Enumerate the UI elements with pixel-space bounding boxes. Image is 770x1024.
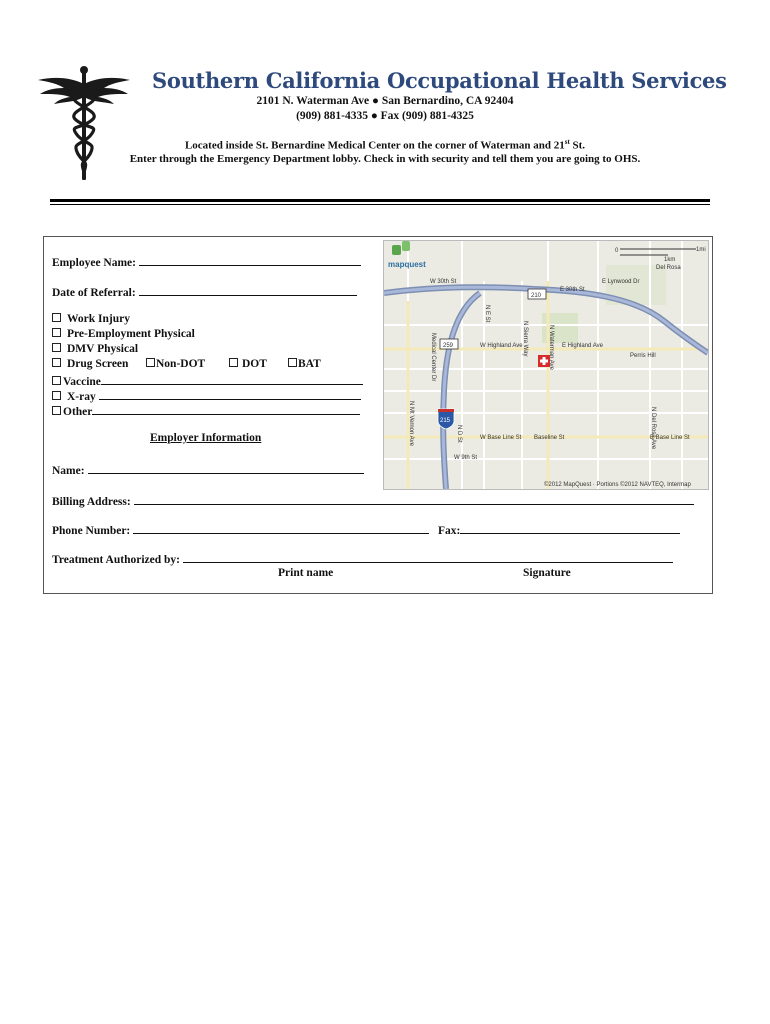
bat-checkbox[interactable] <box>288 358 297 367</box>
directions-line: Enter through the Emergency Department lobby. Check in with security and tell them you are going to OHS. <box>129 153 641 165</box>
svg-text:259: 259 <box>443 343 454 349</box>
fax-label: Fax: <box>438 525 461 537</box>
dot-checkbox[interactable] <box>229 358 238 367</box>
svg-text:N Mt Vernon Ave: N Mt Vernon Ave <box>408 401 414 446</box>
bat-label: BAT <box>298 358 321 370</box>
svg-text:210: 210 <box>531 293 542 299</box>
svg-text:W 30th St: W 30th St <box>430 279 457 285</box>
address-line: 2101 N. Waterman Ave ● San Bernardino, CA 92404 <box>256 95 514 107</box>
phone-number-label: Phone Number: <box>52 525 131 537</box>
svg-text:E Base Line St: E Base Line St <box>650 435 690 441</box>
svg-text:W 9th St: W 9th St <box>454 455 478 461</box>
svg-text:E Highland Ave: E Highland Ave <box>562 343 603 349</box>
other-checkbox[interactable] <box>52 406 61 415</box>
svg-text:W Base Line St: W Base Line St <box>480 435 522 441</box>
vaccine-option[interactable] <box>52 373 363 388</box>
treatment-authorized-field[interactable] <box>52 551 673 566</box>
svg-text:1km: 1km <box>664 257 676 263</box>
employer-name-line[interactable] <box>88 462 364 474</box>
map-arterials <box>384 281 708 489</box>
svg-text:E 30th St: E 30th St <box>560 287 585 293</box>
pre-employment-checkbox[interactable] <box>52 328 61 337</box>
svg-text:N Sierra Way: N Sierra Way <box>522 321 528 357</box>
work-injury-checkbox[interactable] <box>52 313 61 322</box>
employer-information-heading: Employer Information <box>150 432 262 444</box>
svg-text:N E St: N E St <box>484 305 490 323</box>
drug-screen-label: Drug Screen <box>67 358 129 370</box>
xray-checkbox[interactable] <box>52 391 61 400</box>
treatment-authorized-label: Treatment Authorized by: <box>52 554 180 566</box>
svg-text:Baseline St: Baseline St <box>534 435 565 441</box>
dot-option[interactable] <box>229 358 267 370</box>
header-divider <box>50 199 710 202</box>
dmv-checkbox[interactable] <box>52 343 61 352</box>
other-option[interactable] <box>52 403 360 418</box>
print-name-caption: Print name <box>278 567 334 579</box>
caduceus-logo-icon <box>34 64 134 184</box>
location-line: Located inside St. Bernardine Medical Center on the corner of Waterman and 21st St. <box>184 138 586 152</box>
map-scale-bar <box>615 247 706 263</box>
drug-screen-checkbox[interactable] <box>52 358 61 367</box>
phone-number-field[interactable] <box>52 522 429 537</box>
svg-text:Perris Hill: Perris Hill <box>630 353 656 359</box>
date-of-referral-label: Date of Referral: <box>52 287 136 299</box>
svg-text:0: 0 <box>615 248 619 254</box>
vaccine-checkbox[interactable] <box>52 376 61 385</box>
non-dot-option[interactable] <box>146 358 205 370</box>
map-copyright: ©2012 MapQuest · Portions ©2012 NAVTEQ, Intermap <box>544 482 691 488</box>
employer-name-label: Name: <box>52 465 85 477</box>
work-injury-option[interactable] <box>52 313 130 325</box>
location-map[interactable] <box>383 240 709 490</box>
phone-number-line[interactable] <box>133 522 429 534</box>
treatment-authorized-line[interactable] <box>183 551 673 563</box>
svg-text:N Del Rosa Ave: N Del Rosa Ave <box>650 407 656 450</box>
organization-name: Southern California Occupational Health Services <box>152 68 727 93</box>
dmv-option[interactable] <box>52 343 138 355</box>
employee-name-line[interactable] <box>139 254 361 266</box>
date-of-referral-field[interactable] <box>52 284 357 299</box>
fax-line[interactable] <box>460 522 680 534</box>
phone-fax-line: (909) 881-4335 ● Fax (909) 881-4325 <box>296 110 474 122</box>
work-injury-label: Work Injury <box>67 313 130 325</box>
xray-option[interactable] <box>52 388 361 403</box>
employer-name-field[interactable] <box>52 462 364 477</box>
bat-option[interactable] <box>288 358 321 370</box>
pre-employment-option[interactable] <box>52 328 195 340</box>
employee-name-field[interactable] <box>52 254 361 269</box>
svg-text:W Highland Ave: W Highland Ave <box>480 343 523 349</box>
drug-screen-option[interactable] <box>52 358 128 370</box>
map-graphic <box>384 241 708 489</box>
vaccine-label: Vaccine <box>63 376 101 388</box>
date-of-referral-line[interactable] <box>139 284 357 296</box>
billing-address-line[interactable] <box>134 493 694 505</box>
fax-field[interactable] <box>438 522 680 537</box>
xray-label: X-ray <box>67 391 96 403</box>
svg-text:Del Rosa: Del Rosa <box>656 265 681 271</box>
hwy-210-shield <box>528 289 546 299</box>
interstate-215-shield <box>438 409 454 429</box>
other-label: Other <box>63 406 93 418</box>
non-dot-checkbox[interactable] <box>146 358 155 367</box>
header-divider-thin <box>50 204 710 205</box>
dmv-label: DMV Physical <box>67 343 139 355</box>
other-line[interactable] <box>92 403 360 415</box>
svg-text:N Waterman Ave: N Waterman Ave <box>548 325 554 371</box>
vaccine-line[interactable] <box>101 373 363 385</box>
pre-employment-label: Pre-Employment Physical <box>67 328 195 340</box>
xray-line[interactable] <box>99 388 361 400</box>
svg-text:Medical Center Dr: Medical Center Dr <box>430 333 436 382</box>
billing-address-field[interactable] <box>52 493 694 508</box>
hwy-259-shield <box>440 339 458 349</box>
svg-text:N D St: N D St <box>456 425 462 443</box>
svg-text:E Lynwood Dr: E Lynwood Dr <box>602 279 640 285</box>
dot-label: DOT <box>242 358 267 370</box>
signature-caption: Signature <box>523 567 571 579</box>
svg-text:1mi: 1mi <box>696 247 706 253</box>
non-dot-label: Non-DOT <box>156 358 206 370</box>
billing-address-label: Billing Address: <box>52 496 131 508</box>
svg-text:mapquest: mapquest <box>388 260 426 269</box>
employee-name-label: Employee Name: <box>52 257 136 269</box>
svg-text:215: 215 <box>440 418 451 424</box>
